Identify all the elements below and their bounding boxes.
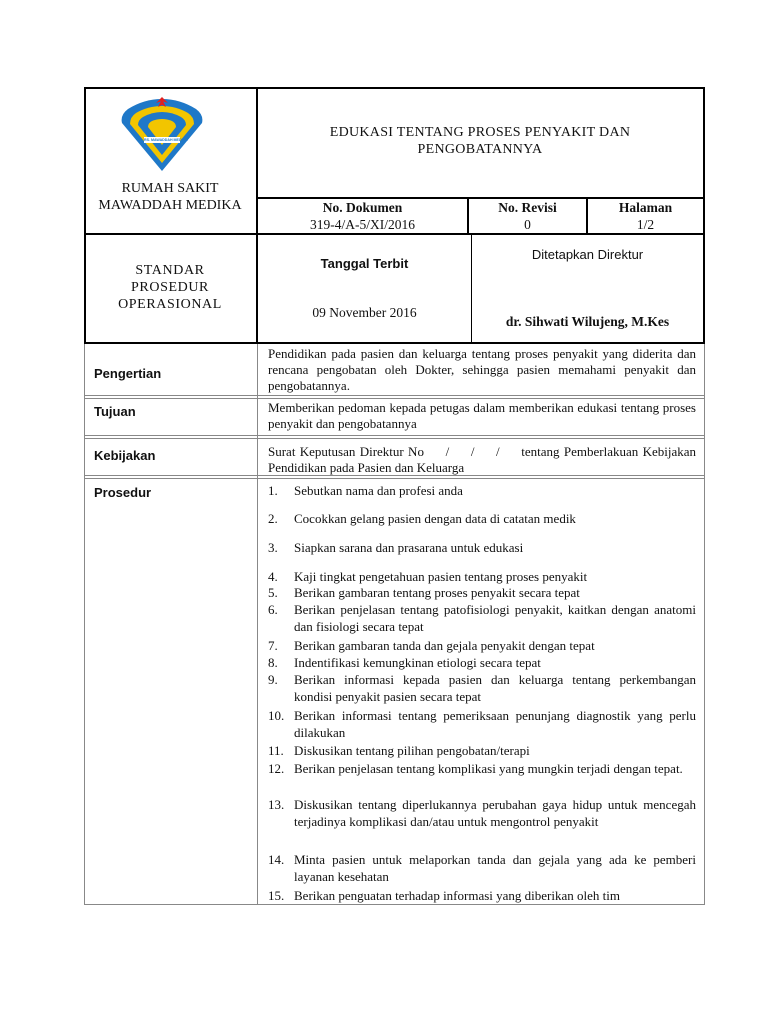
- list-item-text: Diskusikan tentang diperlukannya perubahan gaya hidup untuk mencegah terjadinya komplikasi dan/atau untuk mengontrol penyakit: [294, 797, 696, 830]
- director-name: dr. Sihwati Wilujeng, M.Kes: [505, 314, 670, 329]
- list-item: [268, 887, 696, 904]
- revision-label: No. Revisi: [498, 200, 557, 215]
- list-item-number: 12.: [268, 761, 285, 776]
- list-item-number: 1.: [268, 483, 278, 498]
- list-item: [268, 539, 696, 556]
- doc-number-value: 319-4/A-5/XI/2016: [310, 217, 415, 232]
- issue-date-label: Tanggal Terbit: [320, 256, 409, 271]
- approved-label: Ditetapkan Direktur: [531, 247, 644, 262]
- revision-value: 0: [524, 217, 531, 232]
- list-item-text: Minta pasien untuk melaporkan tanda dan gejala yang ada ke pemberi layanan kesehatan: [294, 852, 696, 885]
- list-item: [268, 482, 696, 499]
- list-item-number: 14.: [268, 852, 285, 867]
- list-item-text: Diskusikan tentang pilihan pengobatan/terapi: [294, 743, 530, 758]
- list-item-number: 13.: [268, 797, 285, 812]
- hospital-name: RUMAH SAKIT MAWADDAH MEDIKA: [98, 181, 242, 213]
- tujuan-text: Memberikan pedoman kepada petugas dalam memberikan edukasi tentang proses penyakit dan pengobatannya: [268, 400, 696, 431]
- kebijakan-text: Surat Keputusan Direktur No / / / tentang Pemberlakuan Kebijakan Pendidikan pada Pasien dan Keluarga: [268, 444, 700, 475]
- document-title: EDUKASI TENTANG PROSES PENYAKIT DAN PENGOBATANNYA: [329, 125, 631, 157]
- list-item-number: 4.: [268, 569, 278, 584]
- list-item-number: 3.: [268, 540, 278, 555]
- hospital-logo: [118, 93, 206, 173]
- list-item: [268, 601, 696, 636]
- logo-text: RS. MAWADDAH MEDIKA: [144, 138, 188, 142]
- list-item-text: Cocokkan gelang pasien dengan data di catatan medik: [294, 511, 576, 526]
- list-item: [268, 760, 696, 777]
- list-item: [268, 584, 696, 601]
- list-item-number: 8.: [268, 655, 278, 670]
- list-item-text: Kaji tingkat pengetahuan pasien tentang proses penyakit: [294, 569, 588, 584]
- list-item-number: 2.: [268, 511, 278, 526]
- pengertian-label: Pengertian: [94, 366, 162, 381]
- list-item-number: 11.: [268, 743, 284, 758]
- prosedur-label: Prosedur: [94, 485, 152, 500]
- list-item-number: 10.: [268, 708, 285, 723]
- list-item-text: Berikan informasi kepada pasien dan keluarga tentang perkembangan kondisi penyakit pasien secara tepat: [294, 672, 696, 705]
- kebijakan-label: Kebijakan: [94, 448, 156, 463]
- hospital-logo-icon: [118, 93, 206, 173]
- sop-title: STANDAR PROSEDUR OPERASIONAL: [118, 263, 222, 312]
- list-item: [268, 707, 696, 742]
- list-item-number: 15.: [268, 888, 285, 903]
- tujuan-label: Tujuan: [94, 404, 136, 419]
- list-item-number: 5.: [268, 585, 278, 600]
- list-item: [268, 654, 696, 671]
- list-item-text: Berikan gambaran tanda dan gejala penyakit dengan tepat: [294, 638, 595, 653]
- list-item: [268, 851, 696, 886]
- list-item-number: 6.: [268, 602, 278, 617]
- list-item: [268, 796, 696, 831]
- page-label: Halaman: [618, 200, 673, 215]
- list-item-number: 9.: [268, 672, 278, 687]
- list-item-text: Indentifikasi kemungkinan etiologi secara tepat: [294, 655, 541, 670]
- list-item: [268, 637, 696, 654]
- list-item-number: 7.: [268, 638, 278, 653]
- list-item-text: Berikan informasi tentang pemeriksaan penunjang diagnostik yang perlu dilakukan: [294, 708, 696, 741]
- issue-date-value: 09 November 2016: [312, 305, 417, 320]
- list-item: [268, 510, 696, 527]
- list-item: [268, 742, 696, 759]
- list-item: [268, 671, 696, 706]
- list-item-text: Berikan penjelasan tentang patofisiologi penyakit, kaitkan dengan anatomi dan fisiologi secara tepat: [294, 602, 696, 635]
- pengertian-text: Pendidikan pada pasien dan keluarga tentang proses penyakit yang diderita dan rencana pengobatan oleh Dokter, sehingga pasien memahami penyakit dan pengobatannya.: [268, 346, 696, 393]
- page-value: 1/2: [636, 217, 655, 232]
- list-item: [268, 568, 696, 585]
- list-item-text: Sebutkan nama dan profesi anda: [294, 483, 463, 498]
- doc-number-label: No. Dokumen: [322, 200, 403, 215]
- list-item-text: Berikan penguatan terhadap informasi yang diberikan oleh tim: [294, 888, 620, 903]
- list-item-text: Berikan penjelasan tentang komplikasi yang mungkin terjadi dengan tepat.: [294, 761, 683, 776]
- list-item-text: Berikan gambaran tentang proses penyakit secara tepat: [294, 585, 580, 600]
- list-item-text: Siapkan sarana dan prasarana untuk edukasi: [294, 540, 524, 555]
